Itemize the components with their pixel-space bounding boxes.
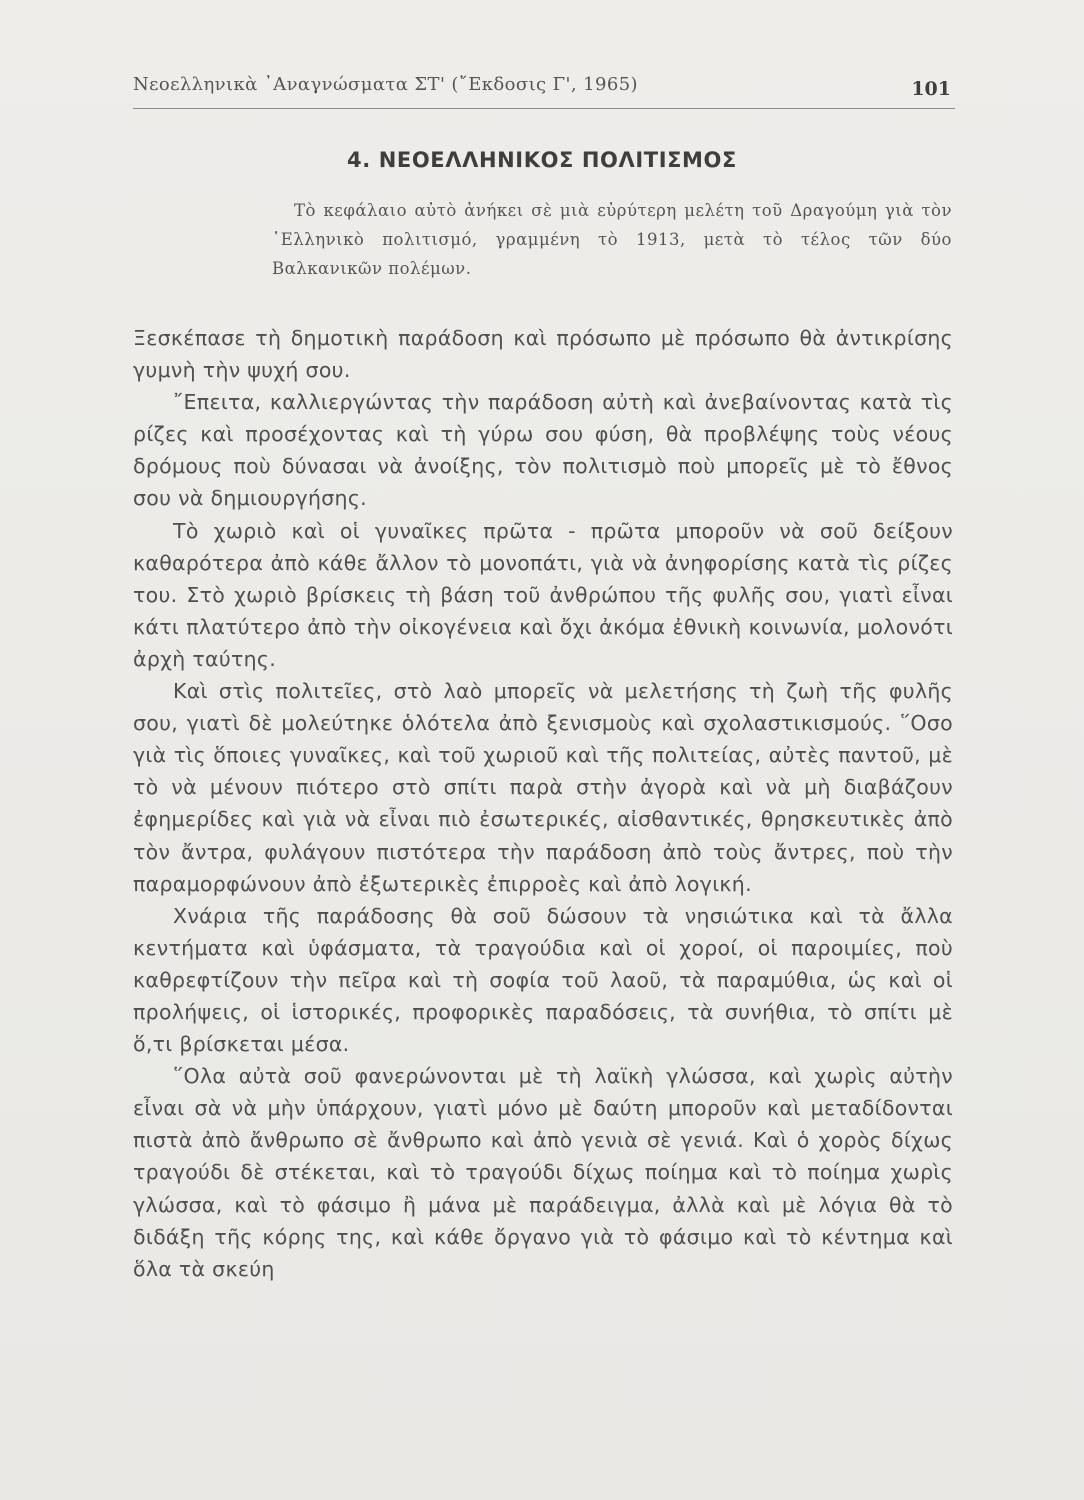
running-header <box>133 66 955 109</box>
paragraph: ῎Επειτα, καλλιεργώντας τὴν παράδοση αὐτὴ καὶ ἀνεβαίνοντας κατὰ τὶς ρίζες καὶ προσέχοντας καὶ τὴ γύρω σου φύση, θὰ προβλέψης τοὺς νέους δρόμους ποὺ δύνασαι νὰ ἀνοίξης, τὸν πολιτισμὸ ποὺ μπορεῖς μὲ τὸ ἔθνος σου νὰ δημιουργήσης. <box>133 390 953 511</box>
page-number: 101 <box>911 78 951 100</box>
paragraph: Τὸ χωριὸ καὶ οἱ γυναῖκες πρῶτα - πρῶτα μποροῦν νὰ σοῦ δείξουν καθαρότερα ἀπὸ κάθε ἄλλον τὸ μονοπάτι, γιὰ νὰ ἀνηφορίσης κατὰ τὶς ρίζες του. Στὸ χωριὸ βρίσκεις τὴ βάση τοῦ ἀνθρώπου τῆς φυλῆς σου, γιατὶ εἶναι κάτι πλατύτερο ἀπὸ τὴν οἰκογένεια καὶ ὄχι ἀκόμα ἐθνικὴ κοινωνία, μολονότι ἀρχὴ ταύτης. <box>133 518 953 671</box>
paragraph: ῞Ολα αὐτὰ σοῦ φανερώνονται μὲ τὴ λαϊκὴ γλώσσα, καὶ χωρὶς αὐτὴν εἶναι σὰ νὰ μὴν ὑπάρχουν, γιατὶ μόνο μὲ δαύτη μποροῦν καὶ μεταδίδονται πιστὰ ἀπὸ ἄνθρωπο σὲ ἄνθρωπο καὶ ἀπὸ γενιὰ σὲ γενιά. Καὶ ὁ χορὸς δίχως τραγούδι δὲ στέκεται, καὶ τὸ τραγούδι δίχως ποίημα καὶ τὸ ποίημα χωρὶς γλώσσα, καὶ τὸ φάσιμο ἢ μάνα μὲ παράδειγμα, ἀλλὰ καὶ μὲ λόγια θὰ τὸ διδάξη τῆς κόρης της, καὶ κάθε ὄργανο γιὰ τὸ φάσιμο καὶ τὸ κέντημα καὶ ὅλα τὰ σκεύη <box>133 1064 953 1281</box>
chapter-intro-note: Τὸ κεφάλαιο αὐτὸ ἀνήκει σὲ μιὰ εὐρύτερη μελέτη τοῦ Δραγούμη γιὰ τὸν ῾Ελληνικὸ πολιτισμό, γραμμένη τὸ 1913, μετὰ τὸ τέλος τῶν δύο Βαλκανικῶν πολέμων. <box>272 201 952 278</box>
body-text <box>133 322 953 1285</box>
running-title: Νεοελληνικὰ ᾿Αναγνώσματα ΣΤ' (῎Εκδοσις Γ', 1965) <box>133 74 638 95</box>
paragraph: Χνάρια τῆς παράδοσης θὰ σοῦ δώσουν τὰ νησιώτικα καὶ τὰ ἄλλα κεντήματα καὶ ὑφάσματα, τὰ τραγούδια καὶ οἱ χοροί, οἱ παροιμίες, ποὺ καθρεφτίζουν τὴν πεῖρα καὶ τὴ σοφία τοῦ λαοῦ, τὰ παραμύθια, ὡς καὶ οἱ προλήψεις, οἱ ἱστορικές, προφορικὲς παραδόσεις, τὰ συνήθια, τὸ σπίτι μὲ ὅ,τι βρίσκεται μέσα. <box>133 903 953 1057</box>
chapter-title: 4. ΝΕΟΕΛΛΗΝΙΚΟΣ ΠΟΛΙΤΙΣΜΟΣ <box>347 148 737 172</box>
paragraph: Ξεσκέπασε τὴ δημοτικὴ παράδοση καὶ πρόσωπο μὲ πρόσωπο θὰ ἀντικρίσης γυμνὴ τὴν ψυχή σου. <box>133 326 953 383</box>
paragraph: Καὶ στὶς πολιτεῖες, στὸ λαὸ μπορεῖς νὰ μελετήσης τὴ ζωὴ τῆς φυλῆς σου, γιατὶ δὲ μολεύτηκε ὁλότελα ἀπὸ ξενισμοὺς καὶ σχολαστικισμούς. ῞Οσο γιὰ τὶς ὅποιες γυναῖκες, καὶ τοῦ χωριοῦ καὶ τῆς πολιτείας, αὐτὲς παντοῦ, μὲ τὸ νὰ μένουν πιότερο στὸ σπίτι παρὰ στὴν ἀγορὰ καὶ νὰ μὴ διαβάζουν ἐφημερίδες καὶ γιὰ νὰ εἶναι πιὸ ἐσωτερικές, αἰσθαντικές, θρησκευτικὲς ἀπὸ τὸν ἄντρα, φυλάγουν πιστότερα τὴν παράδοση ἀπὸ τοὺς ἄντρες, ποὺ τὴν παραμορφώνουν ἀπὸ ἐξωτερικὲς ἐπιρροὲς καὶ ἀπὸ λογική. <box>133 679 953 896</box>
